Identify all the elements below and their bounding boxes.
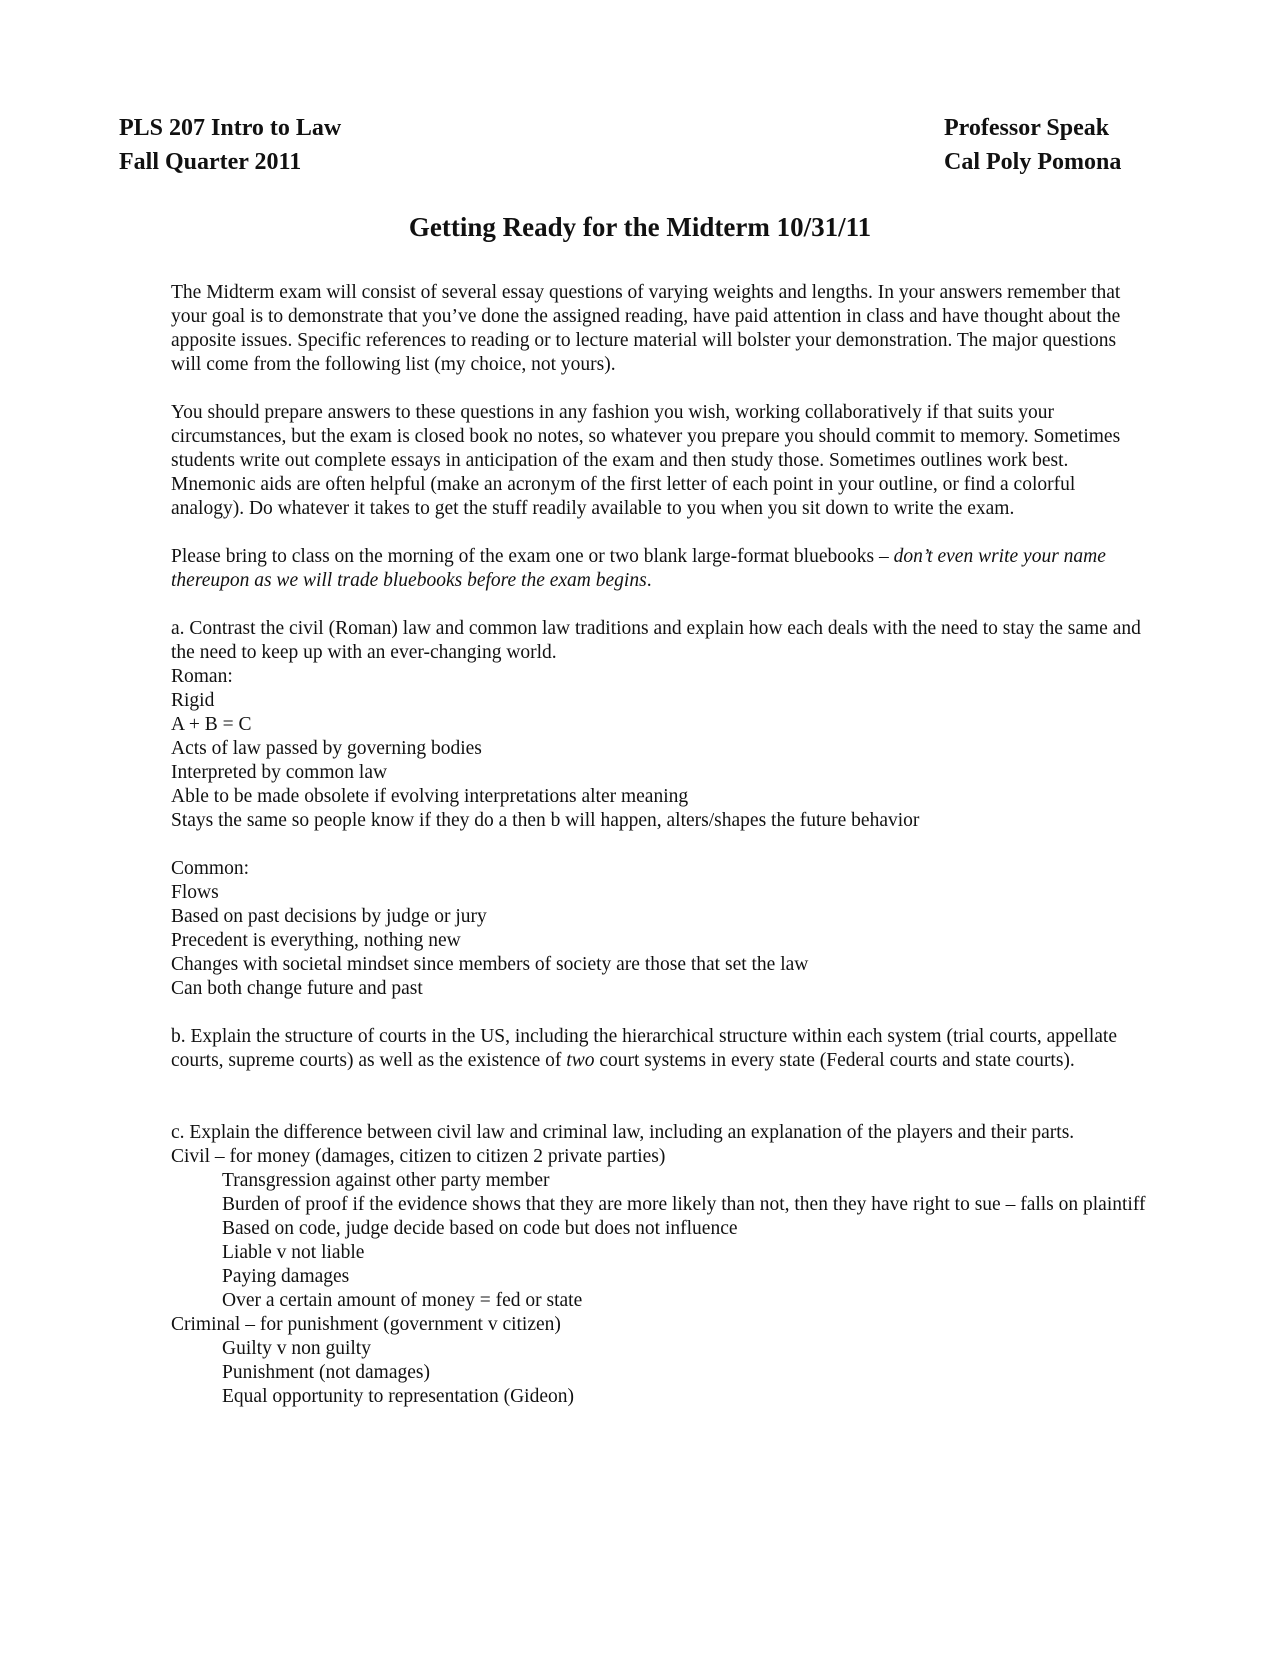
civil-heading: Civil – for money (damages, citizen to citizen 2 private parties) bbox=[171, 1146, 666, 1167]
list-item: Liable v not liable bbox=[222, 1242, 365, 1263]
list-item: Guilty v non guilty bbox=[222, 1338, 371, 1359]
bluebook-instruction-emphasis: don’t even write your name thereupon as we will trade bluebooks before the exam begins bbox=[171, 546, 1106, 591]
list-item: Stays the same so people know if they do a then b will happen, alters/shapes the future behavior bbox=[171, 810, 920, 831]
list-item: Paying damages bbox=[222, 1266, 350, 1287]
question-b-text: b. Explain the structure of courts in the US, including the hierarchical structure within each system (trial courts, appellate courts, supreme courts) as well as the existence of bbox=[171, 1026, 1117, 1071]
page-title: Getting Ready for the Midterm 10/31/11 bbox=[408, 212, 872, 242]
bluebook-instruction-end: . bbox=[646, 570, 652, 591]
document-body bbox=[171, 281, 1151, 1409]
question-b-text-end: court systems in every state (Federal courts and state courts). bbox=[594, 1050, 1075, 1071]
intro-paragraph-3 bbox=[171, 545, 1151, 593]
list-item: Over a certain amount of money = fed or state bbox=[222, 1290, 583, 1311]
header-left bbox=[119, 111, 341, 179]
question-b-emphasis: two bbox=[566, 1050, 595, 1071]
question-b bbox=[171, 1025, 1151, 1073]
list-item: Punishment (not damages) bbox=[222, 1362, 430, 1383]
question-c: c. Explain the difference between civil law and criminal law, including an explanation of the players and their parts. bbox=[171, 1122, 1075, 1143]
list-item: Able to be made obsolete if evolving interpretations alter meaning bbox=[171, 786, 689, 807]
list-item: A + B = C bbox=[171, 714, 252, 735]
list-item: Changes with societal mindset since members of society are those that set the law bbox=[171, 954, 809, 975]
intro-paragraph-2: You should prepare answers to these questions in any fashion you wish, working collaboratively if that suits your circumstances, but the exam is closed book no notes, so whatever you prepare you should commit to memory. Sometimes students write out complete essays in anticipation of the exam and then study those. Sometimes outlines work best. Mnemonic aids are often helpful (make an acronym of the first letter of each point in your outline, or find a colorful analogy). Do whatever it takes to get the stuff readily available to you when you sit down to write the exam. bbox=[171, 402, 1121, 519]
bluebook-instruction: Please bring to class on the morning of the exam one or two blank large-format bluebooks – bbox=[171, 546, 894, 567]
course-name: PLS 207 Intro to Law bbox=[119, 115, 342, 141]
term: Fall Quarter 2011 bbox=[119, 149, 302, 175]
list-item: Equal opportunity to representation (Gideon) bbox=[222, 1386, 574, 1407]
list-item: Interpreted by common law bbox=[171, 762, 388, 783]
list-item: Precedent is everything, nothing new bbox=[171, 930, 461, 951]
school-name: Cal Poly Pomona bbox=[944, 149, 1122, 175]
list-item: Based on code, judge decide based on code but does not influence bbox=[222, 1218, 738, 1239]
list-item: Transgression against other party member bbox=[222, 1170, 550, 1191]
common-heading: Common: bbox=[171, 858, 250, 879]
list-item: Rigid bbox=[171, 690, 215, 711]
list-item: Flows bbox=[171, 882, 219, 903]
list-item: Can both change future and past bbox=[171, 978, 423, 999]
roman-heading: Roman: bbox=[171, 666, 233, 687]
question-a: a. Contrast the civil (Roman) law and common law traditions and explain how each deals with the need to stay the same and the need to keep up with an ever-changing world. bbox=[171, 618, 1141, 663]
list-item: Acts of law passed by governing bodies bbox=[171, 738, 482, 759]
list-item: Based on past decisions by judge or jury bbox=[171, 906, 487, 927]
professor-name: Professor Speak bbox=[944, 115, 1110, 141]
header-right bbox=[944, 111, 1121, 179]
intro-paragraph-1: The Midterm exam will consist of several essay questions of varying weights and lengths. In your answers remember that your goal is to demonstrate that you’ve done the assigned reading, have paid attention in class and have thought about the apposite issues. Specific references to reading or to lecture material will bolster your demonstration. The major questions will come from the following list (my choice, not yours). bbox=[171, 282, 1121, 375]
list-item: Burden of proof if the evidence shows that they are more likely than not, then they have right to sue – falls on plaintiff bbox=[222, 1194, 1146, 1215]
criminal-heading: Criminal – for punishment (government v citizen) bbox=[171, 1314, 561, 1335]
